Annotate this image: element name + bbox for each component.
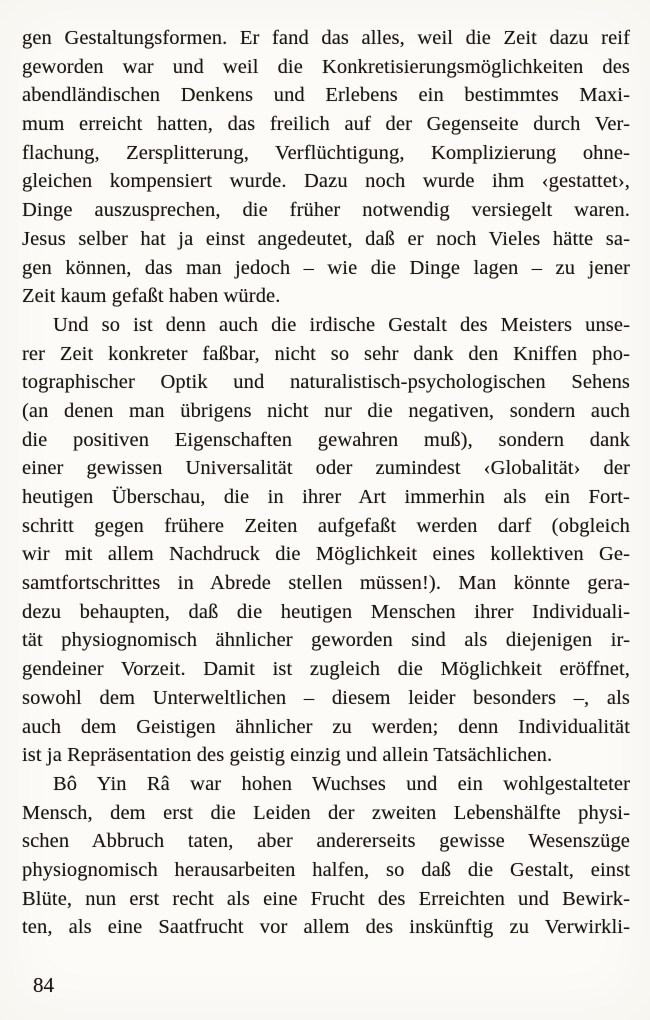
text-line: einer gewissen Universalität oder zumindest ‹Globalität› der: [22, 457, 630, 480]
page-text: [22, 24, 630, 942]
text-line: die positiven Eigenschaften gewahren muß), sondern dank: [22, 428, 630, 451]
text-line: heutigen Überschau, die in ihrer Art immerhin als ein Fort-: [22, 486, 630, 508]
page-number: 84: [33, 973, 54, 997]
text-line: physiognomisch herausarbeiten halfen, so daß die Gestalt, einst: [22, 858, 630, 881]
text-line: Blüte, nun erst recht als eine Frucht des Erreichten und Bewirk-: [22, 887, 630, 910]
text-line: tät physiognomisch ähnlicher geworden sind als diejenigen ir-: [22, 629, 630, 652]
text-line: gleichen kompensiert wurde. Dazu noch wurde ihm ‹gestattet›,: [22, 170, 630, 193]
text-line: schritt gegen frühere Zeiten aufgefaßt werden darf (obgleich: [22, 514, 630, 537]
text-line: flachung, Zersplitterung, Verflüchtigung, Komplizierung ohne-: [22, 141, 630, 164]
text-line: ist ja Repräsentation des geistig einzig und allein Tatsächlichen.: [22, 744, 553, 767]
text-line: samtfortschrittes in Abrede stellen müssen!). Man könnte gera-: [22, 572, 630, 595]
text-line: auch dem Geistigen ähnlicher zu werden; denn Individualität: [22, 715, 630, 738]
text-line: Mensch, dem erst die Leiden der zweiten Lebenshälfte physi-: [22, 801, 630, 824]
text-line: geworden war und weil die Konkretisierungsmöglichkeiten des: [22, 55, 630, 78]
text-line: gen können, das man jedoch – wie die Dinge lagen – zu jener: [22, 256, 630, 279]
text-line: ten, als eine Saatfrucht vor allem des inskünftig zu Verwirkli-: [22, 916, 630, 939]
text-line: sowohl dem Unterweltlichen – diesem leider besonders –, als: [22, 686, 630, 709]
text-line: tographischer Optik und naturalistisch-psychologischen Sehens: [22, 371, 630, 394]
text-line: schen Abbruch taten, aber andererseits gewisse Wesenszüge: [22, 830, 630, 853]
text-line: gen Gestaltungsformen. Er fand das alles, weil die Zeit dazu reif: [22, 27, 630, 49]
text-line: Jesus selber hat ja einst angedeutet, daß er noch Vieles hätte sa-: [22, 227, 630, 250]
text-line: abendländischen Denkens und Erlebens ein bestimmtes Maxi-: [22, 84, 630, 107]
text-line: (an denen man übrigens nicht nur die negativen, sondern auch: [22, 399, 630, 422]
text-line: Dinge auszusprechen, die früher notwendig versiegelt waren.: [22, 199, 630, 222]
text-line: Bô Yin Râ war hohen Wuchses und ein wohlgestalteter: [53, 772, 630, 795]
text-line: wir mit allem Nachdruck die Möglichkeit eines kollektiven Ge-: [22, 543, 630, 566]
text-line: gendeiner Vorzeit. Damit ist zugleich die Möglichkeit eröffnet,: [22, 658, 630, 681]
text-line: dezu behaupten, daß die heutigen Menschen ihrer Individuali-: [22, 600, 630, 623]
text-line: Und so ist denn auch die irdische Gestalt des Meisters unse-: [53, 313, 630, 336]
text-line: Zeit kaum gefaßt haben würde.: [22, 285, 281, 308]
text-line: mum erreicht hatten, das freilich auf der Gegenseite durch Ver-: [22, 113, 630, 136]
text-line: rer Zeit konkreter faßbar, nicht so sehr dank den Kniffen pho-: [22, 342, 630, 365]
